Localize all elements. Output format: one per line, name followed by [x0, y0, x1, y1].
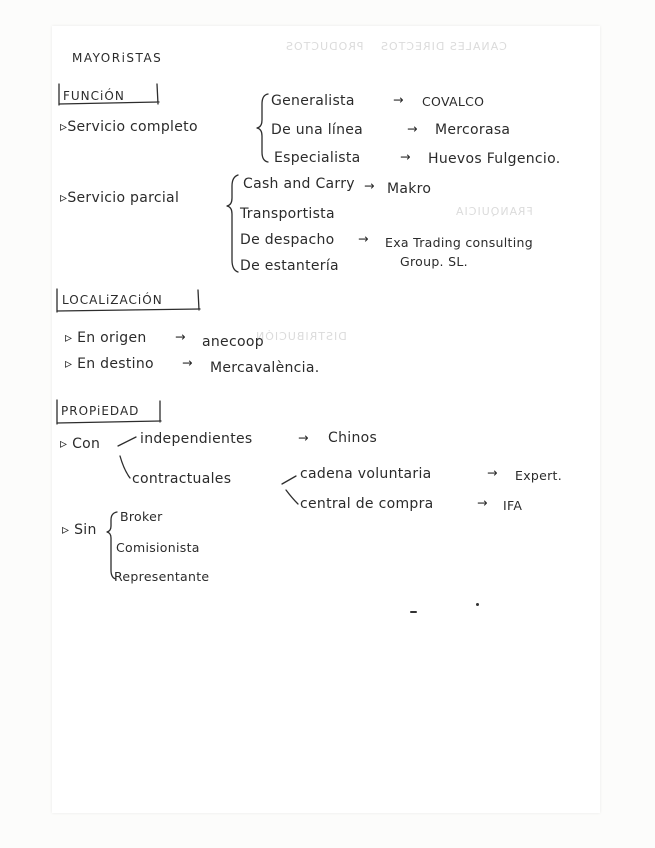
makro-example: Makro — [387, 181, 432, 197]
section-header-propiedad: PROPiEDAD — [61, 404, 140, 418]
notebook-page — [52, 26, 600, 813]
stray-mark — [476, 603, 479, 606]
huevos-fulgencio-example: Huevos Fulgencio. — [428, 151, 561, 167]
en-origen-item: ▹ En origen — [65, 330, 147, 346]
de-estanteria-item: De estantería — [240, 258, 339, 274]
arrow-symbol: → — [400, 149, 411, 164]
arrow-symbol: → — [477, 495, 488, 510]
cadena-voluntaria-item: cadena voluntaria — [300, 466, 432, 482]
de-una-linea-item: De una línea — [271, 122, 364, 138]
especialista-item: Especialista — [274, 150, 361, 166]
de-despacho-item: De despacho — [240, 232, 335, 248]
arrow-symbol: → — [182, 355, 193, 370]
arrow-symbol: → — [358, 231, 369, 246]
broker-item: Broker — [120, 509, 163, 524]
chinos-example: Chinos — [328, 430, 378, 446]
page-title: MAYORiSTAS — [72, 51, 163, 65]
en-destino-item: ▹ En destino — [65, 356, 154, 372]
generalista-item: Generalista — [271, 93, 355, 109]
transportista-item: Transportista — [240, 206, 335, 222]
bleed-through-text: PRODUCTOS — [285, 40, 364, 53]
section-header-funcion: FUNCiÓN — [63, 89, 125, 103]
mercavalencia-example: Mercavalència. — [210, 360, 320, 376]
servicio-completo-label: ▹Servicio completo — [60, 119, 198, 135]
section-header-localizacion: LOCALiZACiÓN — [62, 293, 163, 307]
arrow-symbol: → — [407, 121, 418, 136]
arrow-symbol: → — [487, 465, 498, 480]
bleed-through-text: CANALES DIRECTOS — [380, 40, 507, 53]
comisionista-item: Comisionista — [116, 540, 200, 555]
arrow-symbol: → — [393, 92, 404, 107]
servicio-parcial-label: ▹Servicio parcial — [60, 190, 180, 206]
expert-example: Expert. — [515, 468, 563, 483]
arrow-symbol: → — [364, 178, 375, 193]
arrow-symbol: → — [175, 329, 186, 344]
contractuales-item: contractuales — [132, 471, 232, 487]
bleed-through-text: FRANQUICIA — [455, 205, 533, 218]
arrow-symbol: → — [298, 430, 309, 445]
sin-label: ▹ Sin — [62, 522, 97, 538]
central-de-compra-item: central de compra — [300, 496, 434, 512]
group-sl-example: Group. SL. — [400, 254, 468, 269]
cash-and-carry-item: Cash and Carry — [243, 176, 355, 192]
exa-trading-example: Exa Trading consulting — [385, 235, 533, 250]
con-label: ▹ Con — [60, 436, 101, 452]
ifa-example: IFA — [503, 498, 523, 513]
covalco-example: COVALCO — [422, 94, 485, 109]
stray-mark — [410, 611, 417, 613]
independientes-item: independientes — [140, 431, 253, 447]
representante-item: Representante — [114, 569, 210, 584]
anecoop-example: anecoop — [202, 334, 264, 350]
mercorasa-example: Mercorasa — [435, 122, 511, 138]
bleed-through-text: DISTRIBUCIÓN — [255, 330, 347, 343]
